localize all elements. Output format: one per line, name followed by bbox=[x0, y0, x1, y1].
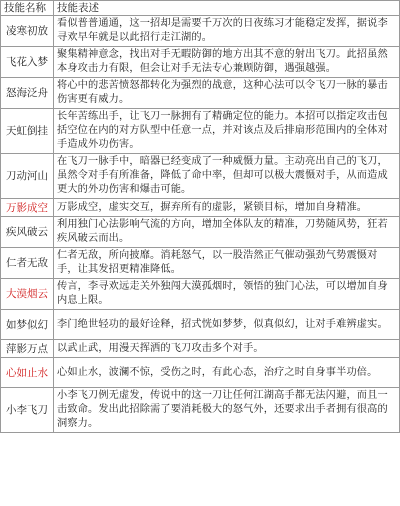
skill-description: 以武止武，用漫天挥洒的飞刀攻击多个对手。 bbox=[54, 340, 400, 358]
skill-name: 凌寒初放 bbox=[1, 16, 54, 47]
table-row bbox=[1, 340, 400, 358]
column-header-name: 技能名称 bbox=[1, 1, 54, 16]
table-row bbox=[1, 388, 400, 433]
table-row bbox=[1, 248, 400, 279]
table-row bbox=[1, 47, 400, 78]
table-row bbox=[1, 154, 400, 199]
skill-name: 怒海泛舟 bbox=[1, 78, 54, 109]
skill-description: 万影成空，虚实交互，摒弃所有的虚影，紧锁目标，增加自身精准。 bbox=[54, 199, 400, 217]
skill-name: 如梦似幻 bbox=[1, 310, 54, 340]
skill-name: 小李飞刀 bbox=[1, 388, 54, 433]
skill-description: 仁者无敌，所向披靡。消耗怒气，以一股浩然正气催动强劲气势震慑对手，让其发招更精准降低。 bbox=[54, 248, 400, 279]
skill-description: 在飞刀一脉手中，暗器已经变成了一种威慑力量。主动亮出自己的飞刀，虽然令对手有所准备，降低了命中率，但却可以极大震慑对手，从而造成更大的外功伤害和爆击可能。 bbox=[54, 154, 400, 199]
skill-name: 刀动河山 bbox=[1, 154, 54, 199]
skill-description: 看似普普通通，这一招却是需要千万次的日夜练习才能稳定发挥，据说李寻欢早年就是以此招行走江湖的。 bbox=[54, 16, 400, 47]
table-row bbox=[1, 16, 400, 47]
skill-table-body bbox=[1, 16, 400, 433]
table-row bbox=[1, 217, 400, 248]
skill-name: 万影成空 bbox=[1, 199, 54, 217]
skill-description: 传言，李寻欢远走关外独闯大漠孤烟时，领悟的独门心法，可以增加自身内息上限。 bbox=[54, 279, 400, 310]
skill-name: 心如止水 bbox=[1, 358, 54, 388]
table-row bbox=[1, 78, 400, 109]
skill-description: 聚集精神意念，找出对手无暇防御的地方出其不意的射出飞刀。此招虽然本身攻击力有限，但会让对手无法专心兼顾防御，遇强越强。 bbox=[54, 47, 400, 78]
skill-name: 大漠烟云 bbox=[1, 279, 54, 310]
table-row bbox=[1, 310, 400, 340]
skill-name: 飞花入梦 bbox=[1, 47, 54, 78]
skill-name: 天虹倒挂 bbox=[1, 109, 54, 154]
column-header-description: 技能表述 bbox=[54, 1, 400, 16]
skill-name: 萍影万点 bbox=[1, 340, 54, 358]
table-header-row bbox=[1, 1, 400, 16]
skill-description: 心如止水，波澜不惊，受伤之时，有此心态，治疗之时自身事半功倍。 bbox=[54, 358, 400, 388]
skill-description: 利用独门心法影响气流的方向，增加全体队友的精准，刀势随风势，狂若疾风破云而出。 bbox=[54, 217, 400, 248]
table-row bbox=[1, 109, 400, 154]
table-row bbox=[1, 199, 400, 217]
skill-description: 长年苦练出手，让飞刀一脉拥有了精确定位的能力。本招可以指定攻击包括空位在内的对方队型中任意一点，并对该点及后排扇形范围内的全体对手造成外功伤害。 bbox=[54, 109, 400, 154]
skill-description: 李门绝世轻功的最好诠释，招式恍如梦梦，似真似幻，让对手难辨虚实。 bbox=[54, 310, 400, 340]
skill-description: 小李飞刀例无虚发，传说中的这一刀让任何江湖高手都无法闪避，而且一击致命。发出此招除需了要消耗极大的怒气外，还要求出手者拥有很高的洞察力。 bbox=[54, 388, 400, 433]
table-row bbox=[1, 279, 400, 310]
table-row bbox=[1, 358, 400, 388]
skill-name: 疾风破云 bbox=[1, 217, 54, 248]
skill-description: 将心中的悲苦愤怒都转化为强烈的战意，这种心法可以令飞刀一脉的暴击伤害更有威力。 bbox=[54, 78, 400, 109]
skill-name: 仁者无敌 bbox=[1, 248, 54, 279]
